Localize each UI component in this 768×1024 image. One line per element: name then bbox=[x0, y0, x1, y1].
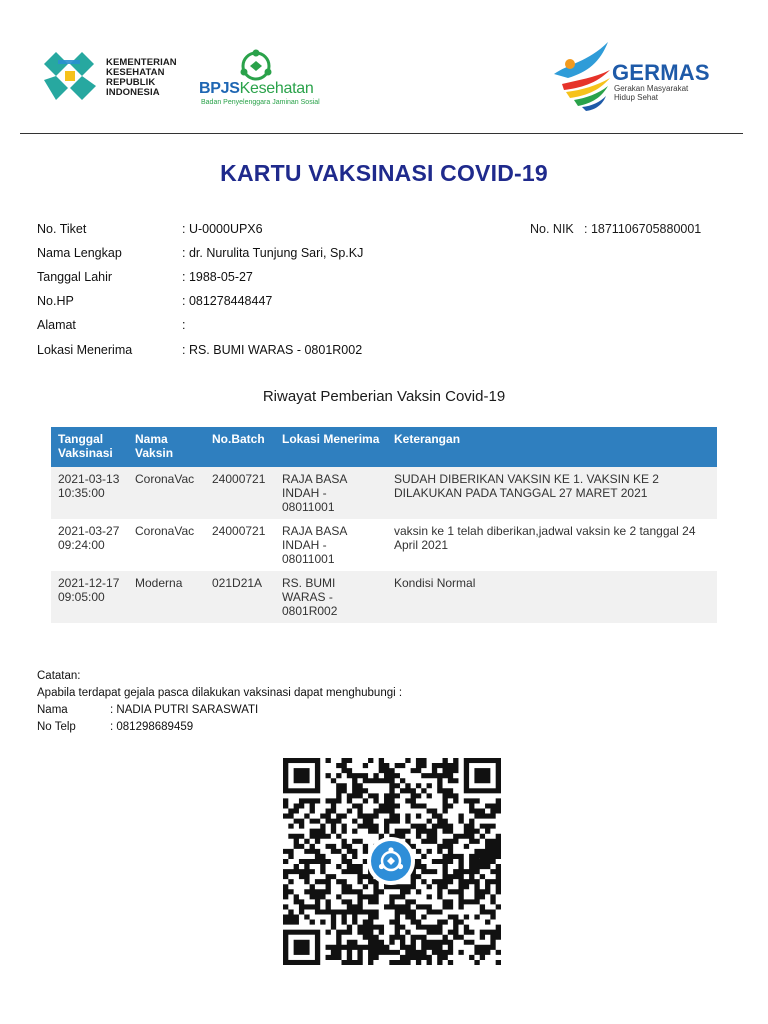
table-row bbox=[51, 467, 717, 519]
cell-notes: Kondisi Normal bbox=[387, 571, 717, 623]
cell-vaccine: Moderna bbox=[128, 571, 205, 623]
cell-notes: SUDAH DIBERIKAN VAKSIN KE 1. VAKSIN KE 2 DILAKUKAN PADA TANGGAL 27 MARET 2021 bbox=[387, 467, 717, 519]
kemenkes-line: KESEHATAN bbox=[106, 67, 165, 78]
column-header-location: Lokasi Menerima bbox=[275, 427, 387, 467]
name-value: : dr. Nurulita Tunjung Sari, Sp.KJ bbox=[182, 246, 364, 260]
phone-label: No.HP bbox=[37, 294, 74, 308]
contact-name-value: : NADIA PUTRI SARASWATI bbox=[110, 704, 259, 716]
location-label: Lokasi Menerima bbox=[37, 343, 133, 357]
kemenkes-line: REPUBLIK bbox=[106, 77, 156, 88]
notes-heading: Catatan: bbox=[37, 670, 81, 682]
bpjs-wordmark bbox=[199, 80, 313, 98]
bpjs-subtitle: Badan Penyelenggara Jaminan Sosial bbox=[201, 99, 320, 106]
cell-vaccine: CoronaVac bbox=[128, 467, 205, 519]
ticket-label: No. Tiket bbox=[37, 222, 87, 236]
contact-name-row bbox=[37, 704, 258, 716]
page-title: KARTU VAKSINASI COVID-19 bbox=[220, 160, 548, 186]
vaccination-table bbox=[51, 427, 717, 623]
dob-label: Tanggal Lahir bbox=[37, 270, 113, 284]
germas-title: GERMAS bbox=[612, 60, 710, 85]
germas-subtitle bbox=[614, 84, 688, 102]
nik-row bbox=[530, 222, 701, 236]
cell-location: RAJA BASA INDAH - 08011001 bbox=[275, 467, 387, 519]
phone-value: : 081278448447 bbox=[182, 294, 273, 308]
germas-logo bbox=[548, 40, 620, 112]
cell-vaccine: CoronaVac bbox=[128, 519, 205, 571]
nik-value: : 1871106705880001 bbox=[584, 222, 702, 236]
column-header-notes: Keterangan bbox=[387, 427, 717, 467]
cell-batch: 021D21A bbox=[205, 571, 275, 623]
qr-finder-pattern bbox=[464, 758, 501, 793]
header-divider bbox=[20, 133, 743, 134]
qr-finder-pattern bbox=[283, 930, 320, 965]
cell-notes: vaksin ke 1 telah diberikan,jadwal vaksin ke 2 tanggal 24 April 2021 bbox=[387, 519, 717, 571]
contact-phone-label: No Telp bbox=[37, 721, 76, 733]
qr-code bbox=[283, 758, 501, 965]
contact-name-label: Nama bbox=[37, 704, 68, 716]
bpjs-name-a: BPJS bbox=[199, 80, 240, 97]
contact-phone-row bbox=[37, 721, 193, 733]
cell-date: 2021-03-13 10:35:00 bbox=[51, 467, 128, 519]
location-value: : RS. BUMI WARAS - 0801R002 bbox=[182, 343, 363, 357]
column-header-batch: No.Batch bbox=[205, 427, 275, 467]
notes-text: Apabila terdapat gejala pasca dilakukan vaksinasi dapat menghubungi : bbox=[37, 687, 403, 699]
cell-date: 2021-03-27 09:24:00 bbox=[51, 519, 128, 571]
table-row bbox=[51, 519, 717, 571]
dob-value: : 1988-05-27 bbox=[182, 270, 253, 284]
qr-finder-pattern bbox=[283, 758, 320, 793]
table-header-row bbox=[51, 427, 717, 467]
kemenkes-logo bbox=[38, 50, 100, 102]
ticket-value: : U-0000UPX6 bbox=[182, 222, 263, 236]
germas-sub-line: Gerakan Masyarakat bbox=[614, 84, 689, 93]
name-label: Nama Lengkap bbox=[37, 246, 122, 260]
contact-phone-value: : 081298689459 bbox=[110, 721, 194, 733]
kemenkes-wordmark bbox=[106, 58, 177, 98]
address-label: Alamat bbox=[37, 318, 76, 332]
kemenkes-line: INDONESIA bbox=[106, 87, 160, 98]
qr-center-logo-icon bbox=[367, 837, 415, 885]
germas-sub-line: Hidup Sehat bbox=[614, 93, 659, 102]
address-value: : bbox=[182, 318, 186, 332]
nik-label: No. NIK bbox=[530, 222, 574, 236]
bpjs-logo bbox=[236, 48, 276, 84]
cell-batch: 24000721 bbox=[205, 519, 275, 571]
cell-location: RAJA BASA INDAH - 08011001 bbox=[275, 519, 387, 571]
cell-batch: 24000721 bbox=[205, 467, 275, 519]
column-header-vaccine: Nama Vaksin bbox=[128, 427, 205, 467]
bpjs-name-b: Kesehatan bbox=[239, 80, 314, 97]
cell-location: RS. BUMI WARAS - 0801R002 bbox=[275, 571, 387, 623]
history-title: Riwayat Pemberian Vaksin Covid-19 bbox=[262, 388, 506, 405]
column-header-date: Tanggal Vaksinasi bbox=[51, 427, 128, 467]
table-row bbox=[51, 571, 717, 623]
cell-date: 2021-12-17 09:05:00 bbox=[51, 571, 128, 623]
kemenkes-line: KEMENTERIAN bbox=[106, 57, 177, 68]
